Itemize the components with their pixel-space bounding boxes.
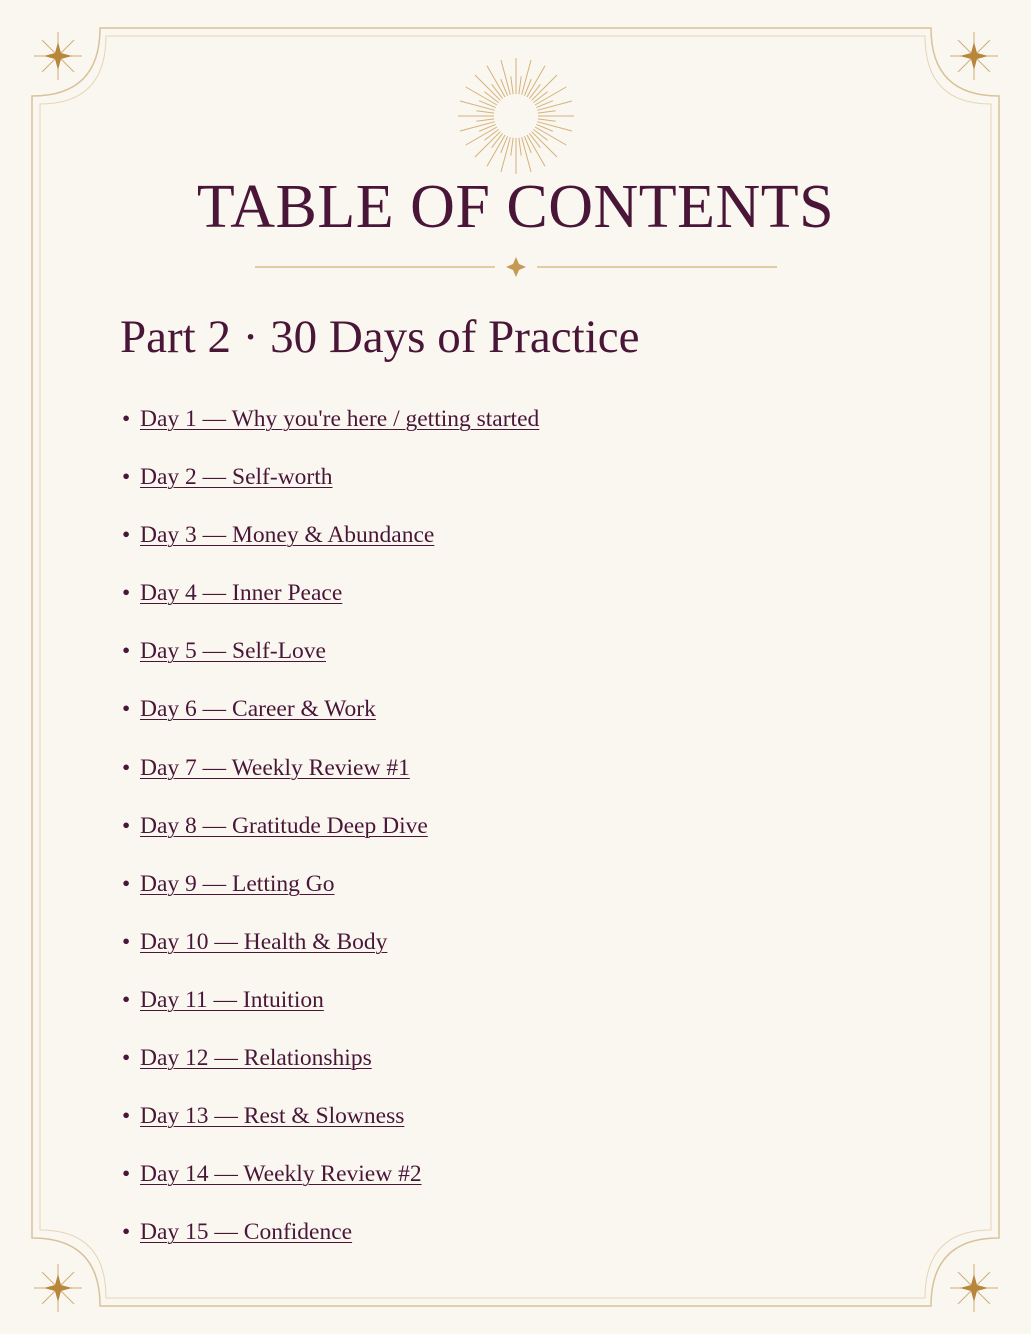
sunburst-ray bbox=[527, 66, 545, 97]
sunburst-ray bbox=[466, 87, 497, 105]
toc-link-day-1[interactable]: Day 1 — Why you're here / getting started bbox=[140, 406, 540, 432]
sunburst-ray bbox=[519, 138, 521, 156]
bullet-icon: • bbox=[122, 812, 131, 839]
toc-link-day-11[interactable]: Day 11 — Intuition bbox=[140, 986, 324, 1013]
sunburst-ray bbox=[537, 101, 572, 110]
sunburst-ray bbox=[519, 76, 521, 94]
sunburst-ray bbox=[466, 127, 497, 145]
sunburst-ray bbox=[487, 135, 505, 166]
sunburst-ray bbox=[532, 75, 557, 100]
toc-link-day-2[interactable]: Day 2 — Self-worth bbox=[140, 464, 333, 491]
starburst-icon bbox=[946, 1260, 1002, 1316]
toc-link-day-5[interactable]: Day 5 — Self-Love bbox=[140, 638, 326, 665]
bullet-icon: • bbox=[122, 1045, 131, 1072]
sunburst-ray bbox=[501, 137, 510, 172]
toc-item bbox=[122, 464, 539, 522]
toc-item bbox=[122, 813, 539, 871]
toc-item bbox=[122, 871, 539, 929]
toc-link-day-10[interactable]: Day 10 — Health & Body bbox=[140, 928, 388, 955]
starburst-icon bbox=[30, 1260, 86, 1316]
toc-item bbox=[122, 580, 539, 638]
title-divider bbox=[255, 256, 777, 278]
sunburst-ray bbox=[538, 119, 556, 121]
sunburst-ray bbox=[511, 76, 513, 94]
sunburst-ray bbox=[533, 129, 547, 140]
toc-link-day-8[interactable]: Day 8 — Gratitude Deep Dive bbox=[140, 812, 428, 839]
page-title: TABLE OF CONTENTS bbox=[196, 173, 835, 241]
sunburst-ray bbox=[532, 132, 557, 157]
toc-list bbox=[122, 406, 539, 1277]
toc-item bbox=[122, 638, 539, 696]
sunburst-ray bbox=[535, 127, 566, 145]
sunburst-ray bbox=[529, 133, 540, 147]
bullet-icon: • bbox=[122, 522, 131, 549]
bullet-icon: • bbox=[122, 870, 131, 897]
bullet-icon: • bbox=[122, 1219, 131, 1246]
sunburst-ray bbox=[538, 111, 556, 113]
sunburst-ray bbox=[492, 133, 503, 147]
toc-item bbox=[122, 522, 539, 580]
sunburst-ray bbox=[511, 138, 513, 156]
sunburst-ray bbox=[533, 92, 547, 103]
toc-item bbox=[122, 755, 539, 813]
sunburst-ray bbox=[484, 92, 498, 103]
toc-link-day-15[interactable]: Day 15 — Confidence bbox=[140, 1219, 353, 1246]
starburst-icon bbox=[946, 28, 1002, 84]
sunburst-ray bbox=[475, 75, 500, 100]
sunburst-ray bbox=[522, 137, 531, 172]
toc-item bbox=[122, 987, 539, 1045]
sunburst-ray bbox=[527, 135, 545, 166]
bullet-icon: • bbox=[122, 754, 131, 781]
toc-link-day-9[interactable]: Day 9 — Letting Go bbox=[140, 870, 335, 897]
bullet-icon: • bbox=[122, 1161, 131, 1188]
sunburst-ray bbox=[529, 84, 540, 98]
bullet-icon: • bbox=[122, 986, 131, 1013]
toc-item bbox=[122, 1045, 539, 1103]
sunburst-ray bbox=[476, 119, 494, 121]
bullet-icon: • bbox=[122, 696, 131, 723]
bullet-icon: • bbox=[122, 928, 131, 955]
sunburst-ray bbox=[484, 129, 498, 140]
toc-item bbox=[122, 406, 539, 464]
bullet-icon: • bbox=[122, 580, 131, 607]
sunburst-ray bbox=[460, 122, 495, 131]
bullet-icon: • bbox=[122, 638, 131, 665]
toc-item bbox=[122, 1103, 539, 1161]
sunburst-ray bbox=[537, 122, 572, 131]
sunburst-ray bbox=[475, 132, 500, 157]
sunburst-ray bbox=[460, 101, 495, 110]
toc-link-day-14[interactable]: Day 14 — Weekly Review #2 bbox=[140, 1161, 422, 1188]
sunburst-ray bbox=[535, 87, 566, 105]
sunburst-ray bbox=[487, 66, 505, 97]
bullet-icon: • bbox=[122, 464, 131, 491]
toc-link-day-7[interactable]: Day 7 — Weekly Review #1 bbox=[140, 754, 410, 781]
toc-link-day-4[interactable]: Day 4 — Inner Peace bbox=[140, 580, 343, 607]
toc-item bbox=[122, 1161, 539, 1219]
toc-item bbox=[122, 1219, 539, 1277]
sunburst-ray bbox=[492, 84, 503, 98]
four-point-star-icon bbox=[506, 257, 526, 277]
starburst-icon bbox=[30, 28, 86, 84]
sunburst-ray bbox=[501, 60, 510, 95]
sunburst-ray bbox=[522, 60, 531, 95]
toc-link-day-6[interactable]: Day 6 — Career & Work bbox=[140, 696, 376, 723]
toc-link-day-13[interactable]: Day 13 — Rest & Slowness bbox=[140, 1103, 405, 1130]
toc-link-day-3[interactable]: Day 3 — Money & Abundance bbox=[140, 522, 435, 549]
toc-link-day-12[interactable]: Day 12 — Relationships bbox=[140, 1045, 372, 1072]
toc-item bbox=[122, 929, 539, 987]
section-heading: Part 2 · 30 Days of Practice bbox=[120, 311, 640, 363]
toc-item bbox=[122, 696, 539, 754]
sunburst-ray bbox=[476, 111, 494, 113]
bullet-icon: • bbox=[122, 1103, 131, 1130]
crescent-moon-sunburst-icon bbox=[445, 52, 587, 180]
bullet-icon: • bbox=[122, 406, 131, 432]
